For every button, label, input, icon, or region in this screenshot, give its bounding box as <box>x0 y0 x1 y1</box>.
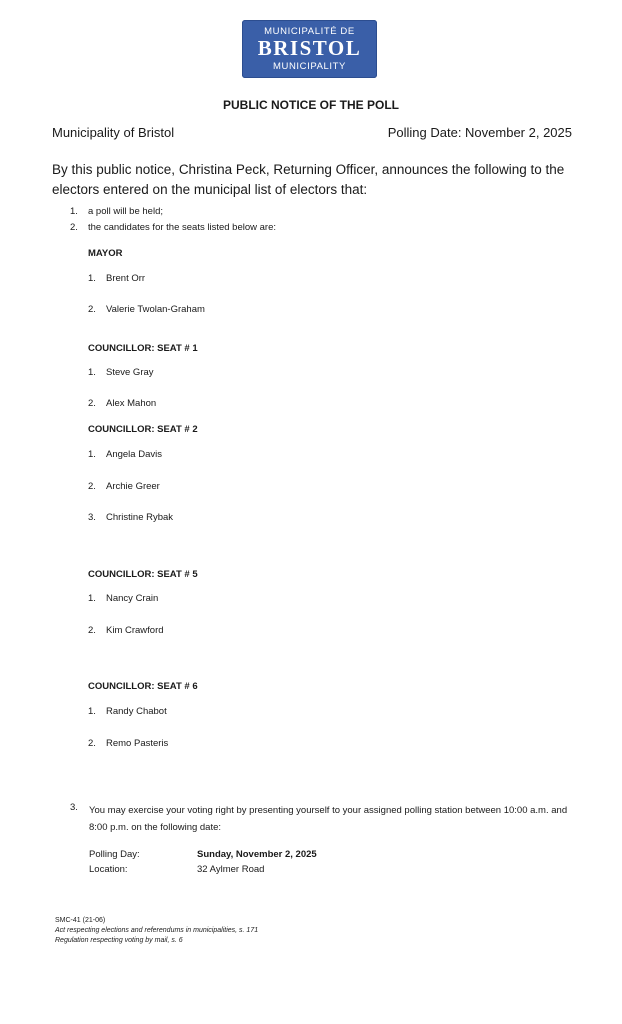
municipality-name: Municipality of Bristol <box>52 125 175 140</box>
candidate-number: 1. <box>88 367 96 378</box>
candidate-name: Brent Orr <box>106 273 146 284</box>
candidate-name: Steve Gray <box>106 367 154 378</box>
candidate-number: 2. <box>88 625 96 636</box>
candidate-number: 2. <box>88 738 96 749</box>
item-text: You may exercise your voting right by presenting yourself to your assigned polling station between 10:00 a.m. and 8:00 p.m. on the following date: <box>89 805 568 833</box>
candidate-name: Randy Chabot <box>106 706 167 717</box>
candidate-number: 2. <box>88 304 96 315</box>
page-title: PUBLIC NOTICE OF THE POLL <box>223 98 399 112</box>
candidate-name: Kim Crawford <box>106 625 164 636</box>
candidate-number: 1. <box>88 449 96 460</box>
item-number: 2. <box>70 222 78 233</box>
seat-heading: COUNCILLOR: SEAT # 2 <box>88 424 198 435</box>
polling-day-label: Polling Day: <box>89 849 140 860</box>
logo-line-1: MUNICIPALITÉ DE <box>264 26 355 37</box>
footer <box>55 916 258 946</box>
location-value: 32 Aylmer Road <box>197 864 265 875</box>
seat-heading: COUNCILLOR: SEAT # 6 <box>88 681 198 692</box>
candidate-name: Angela Davis <box>106 449 162 460</box>
seat-heading: MAYOR <box>88 248 123 259</box>
candidate-name: Valerie Twolan-Graham <box>106 304 205 315</box>
logo-line-2: BRISTOL <box>257 36 362 60</box>
item-text: the candidates for the seats listed below are: <box>88 222 277 233</box>
candidate-name: Nancy Crain <box>106 593 159 604</box>
polling-date: Polling Date: November 2, 2025 <box>387 125 572 140</box>
location-label: Location: <box>89 864 128 875</box>
seat-heading: COUNCILLOR: SEAT # 5 <box>88 569 198 580</box>
candidate-number: 2. <box>88 398 96 409</box>
item-number: 1. <box>70 206 78 217</box>
intro-paragraph: By this public notice, Christina Peck, Returning Officer, announces the following to the electors entered on the municipal list of electors that: <box>52 162 565 197</box>
candidate-number: 1. <box>88 706 96 717</box>
seat-heading: COUNCILLOR: SEAT # 1 <box>88 343 198 354</box>
logo-line-3: MUNICIPALITY <box>272 61 346 72</box>
candidate-name: Christine Rybak <box>106 512 174 523</box>
candidate-number: 2. <box>88 481 96 492</box>
candidate-number: 1. <box>88 593 96 604</box>
item-number: 3. <box>70 802 78 813</box>
polling-day-value: Sunday, November 2, 2025 <box>197 849 317 860</box>
candidate-name: Archie Greer <box>106 481 160 492</box>
form-code: SMC-41 (21-06) <box>55 917 106 924</box>
municipality-logo <box>242 20 377 78</box>
candidate-number: 1. <box>88 273 96 284</box>
candidate-number: 3. <box>88 512 96 523</box>
regulation-reference: Regulation respecting voting by mail, s. 6 <box>55 937 183 944</box>
act-reference: Act respecting elections and referendums in municipalities, s. 171 <box>55 927 259 934</box>
item-text: a poll will be held; <box>88 206 163 217</box>
candidate-name: Remo Pasteris <box>106 738 169 749</box>
candidate-name: Alex Mahon <box>106 398 157 409</box>
